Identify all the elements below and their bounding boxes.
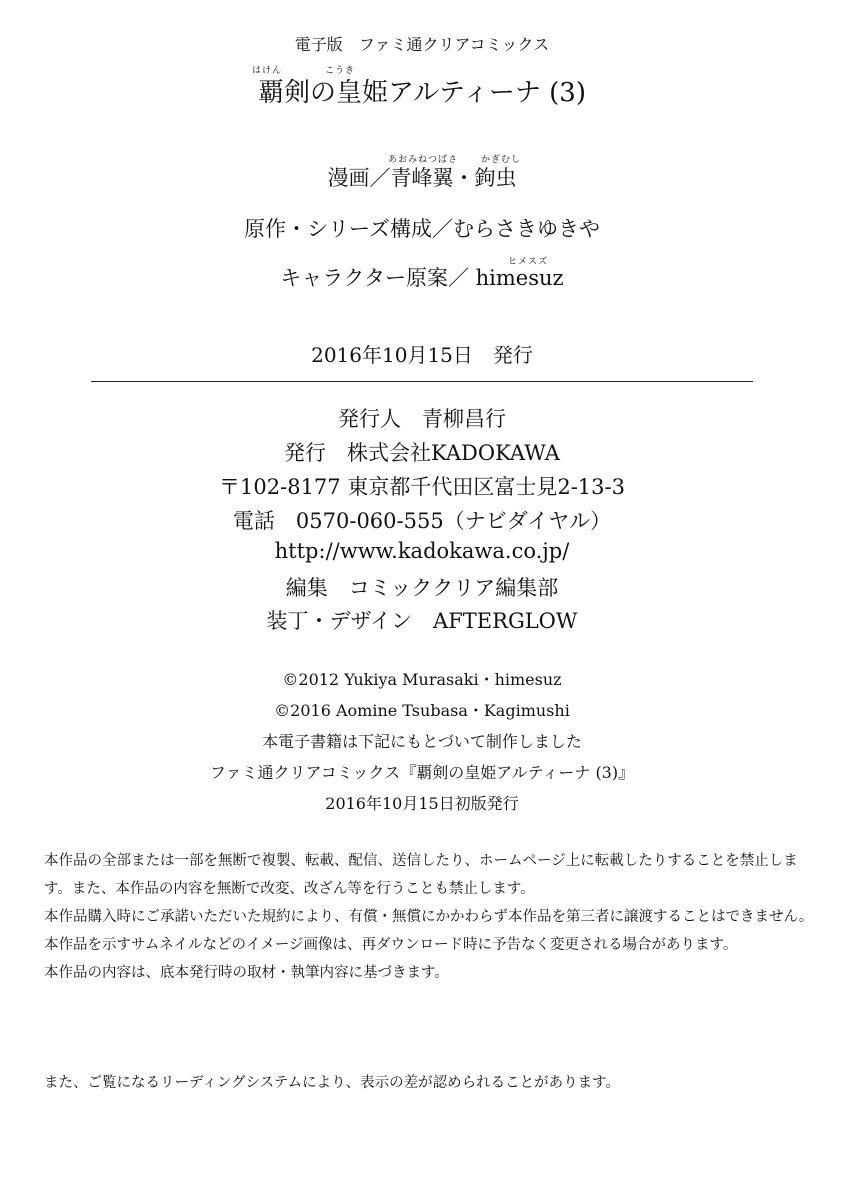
credit-character: キャラクター原案／ himesuz (280, 266, 564, 290)
copyright-line-5: 2016年10月15日初版発行 (325, 794, 519, 813)
credit-manga: 漫画／青峰翼・鉤虫 (327, 166, 517, 190)
publisher-company: 発行 株式会社KADOKAWA (284, 441, 560, 465)
book-title: 覇剣の皇姫アルティーナ (3) (258, 78, 586, 108)
title-ruby-haken: はけん (252, 66, 283, 76)
title-ruby-kouki: こうき (325, 66, 356, 76)
publication-label: 電子版 ファミ通クリアコミックス (294, 35, 550, 54)
issuer: 発行人 青柳昌行 (338, 407, 506, 431)
manga-ruby-kagimushi: かぎむし (481, 155, 522, 165)
notice-content: 本作品の内容は、底本発行時の取材・執筆内容に基づきます。 (44, 965, 449, 981)
notice-reading-system (44, 1069, 824, 1097)
notice-thumbnail: 本作品を示すサムネイルなどのイメージ画像は、再ダウンロード時に予告なく変更される場合があります。 (44, 937, 738, 953)
issue-date: 2016年10月15日 発行 (311, 343, 533, 367)
publisher-address: 〒102-8177 東京都千代田区富士見2-13-3 (219, 475, 625, 499)
notice-transfer: 本作品購入時にご承諾いただいた規約により、有償・無償にかかわらず本作品を第三者に譲渡することはできません。 (44, 909, 814, 925)
copyright-line-4: ファミ通クリアコミックス『覇剣の皇姫アルティーナ (3)』 (209, 763, 635, 782)
copyright-line-2: ©2016 Aomine Tsubasa・Kagimushi (274, 701, 570, 720)
copyright-line-1: ©2012 Yukiya Murasaki・himesuz (282, 670, 562, 689)
manga-ruby-aomine: あおみねつばさ (388, 155, 459, 165)
divider (91, 381, 753, 382)
character-ruby: ヒメスズ (508, 257, 549, 267)
legal-notices (44, 847, 824, 987)
publisher-url: http://www.kadokawa.co.jp/ (274, 539, 570, 563)
editor: 編集 コミッククリア編集部 (285, 576, 559, 600)
credit-original: 原作・シリーズ構成／むらさきゆきや (244, 217, 600, 241)
notice-reproduction: 本作品の全部または一部を無断で複製、転載、配信、送信したり、ホームページ上に転載したりすることを禁止します。また、本作品の内容を無断で改変、改ざん等を行うことも禁止します。 (44, 853, 798, 897)
copyright-line-3: 本電子書籍は下記にもとづいて制作しました (262, 732, 582, 751)
publisher-phone: 電話 0570-060-555（ナビダイヤル） (232, 509, 612, 533)
design-credit: 装丁・デザイン AFTERGLOW (266, 609, 578, 633)
notice-reading-system-text: また、ご覧になるリーディングシステムにより、表示の差が認められることがあります。 (44, 1075, 620, 1091)
